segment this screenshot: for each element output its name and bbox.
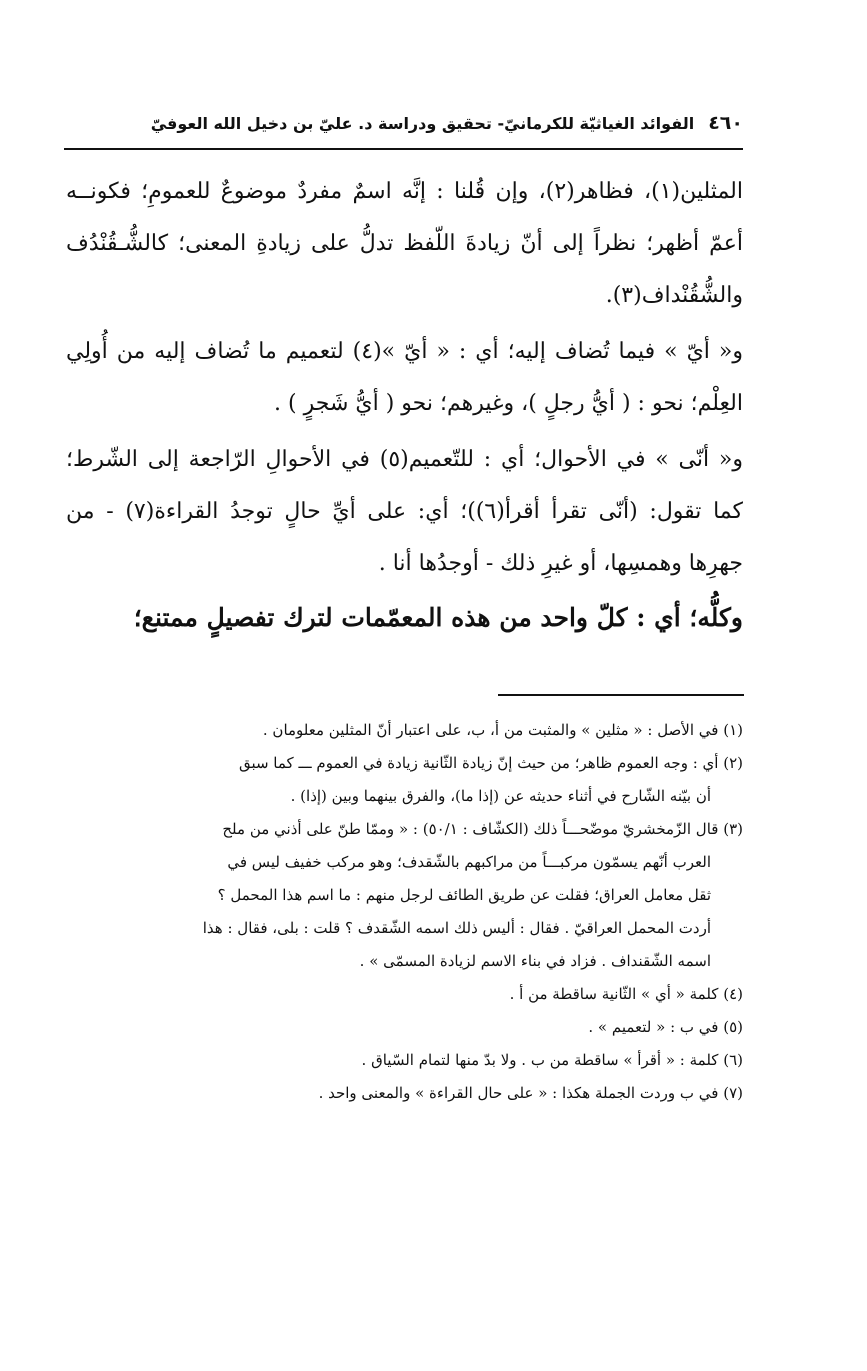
footnote-rule — [498, 694, 744, 696]
footnote-continuation: العرب أنّهم يسمّون مركبـــاً من مراكبهم بالشّقدف؛ وهو مركب خفيف ليس في — [227, 853, 711, 871]
footnote-continuation: اسمه الشّقنداف . فزاد في بناء الاسم لزيادة المسمّى » . — [359, 952, 711, 970]
paragraph: المثلين(١)، فظاهر(٢)، وإن قُلنا : إنَّه اسمٌ مفردٌ موضوعٌ للعمومِ؛ فكونــه أعمّ أظهر؛ نظراً إلى أنّ زيادةَ اللّفظ تدلُّ على زيادةِ المعنى؛ كالشُّـقُنْدُف والشُّقُنْداف(٣). — [66, 179, 743, 308]
running-title: الفوائد الغياثيّة للكرمانيّ- تحقيق ودراسة د. عليّ بن دخيل الله العوفيّ — [150, 114, 695, 133]
footnote: (٣) قال الزّمخشريّ موضّحـــاً ذلك (الكشّاف : ٥٠/١) : « وممّا طنّ على أذني من ملح — [222, 820, 743, 838]
footnote-continuation: أردت المحمل العراقيّ . فقال : أليس ذلك اسمه الشّقدف ؟ قلت : بلى، فقال : هذا — [202, 919, 711, 937]
header-rule — [64, 148, 743, 150]
running-header — [66, 112, 743, 146]
footnote-continuation: ثقل معامل العراق؛ فقلت عن طريق الطائف لرجل منهم : ما اسم هذا المحمل ؟ — [217, 886, 711, 904]
footnote: (٢) أي : وجه العموم ظاهر؛ من حيث إنّ زيادة الثّانية زيادة في العموم ـــ كما سبق — [238, 754, 743, 772]
footnote-continuation: أن بيّنه الشّارح في أثناء حديثه عن (إذا ما)، والفرق بينهما وبين (إذا) . — [290, 787, 711, 805]
footnote: (٦) كلمة : « أقرأ » ساقطة من ب . ولا بدّ منها لتمام السّياق . — [361, 1051, 743, 1069]
footnote: (٤) كلمة « أي » الثّانية ساقطة من أ . — [509, 985, 743, 1003]
footnote: (١) في الأصل : « مثلين » والمثبت من أ، ب، على اعتبار أنّ المثلين معلومان . — [262, 721, 743, 739]
footnote: (٧) في ب وردت الجملة هكذا : « على حال القراءة » والمعنى واحد . — [318, 1084, 743, 1102]
main-text — [66, 166, 743, 644]
paragraph: وكلُّه؛ أي : كلّ واحد من هذه المعمّمات لترك تفصيلٍ ممتنع؛ — [133, 603, 743, 632]
footnote: (٥) في ب : « لتعميم » . — [588, 1018, 743, 1036]
paragraph: و« أنّى » في الأحوال؛ أي : للتّعميم(٥) في الأحوالِ الرّاجعة إلى الشّرط؛ كما تقول: (أنّى تقرأ أقرأ(٦))؛ أي: على أيِّ حالٍ توجدُ القراءة(٧) - من جهرِها وهمسِها، أو غيرِ ذلك - أوجدُها أنا . — [66, 447, 743, 576]
page-number: ٤٦٠ — [708, 112, 743, 134]
footnotes — [66, 714, 743, 1110]
paragraph: و« أيّ » فيما تُضاف إليه؛ أي : « أيّ »(٤) لتعميم ما تُضاف إليه من أُولِي العِلْم؛ نحو : ( أيُّ رجلٍ )، وغيرهم؛ نحو ( أيُّ شَجرٍ ) . — [66, 339, 743, 416]
